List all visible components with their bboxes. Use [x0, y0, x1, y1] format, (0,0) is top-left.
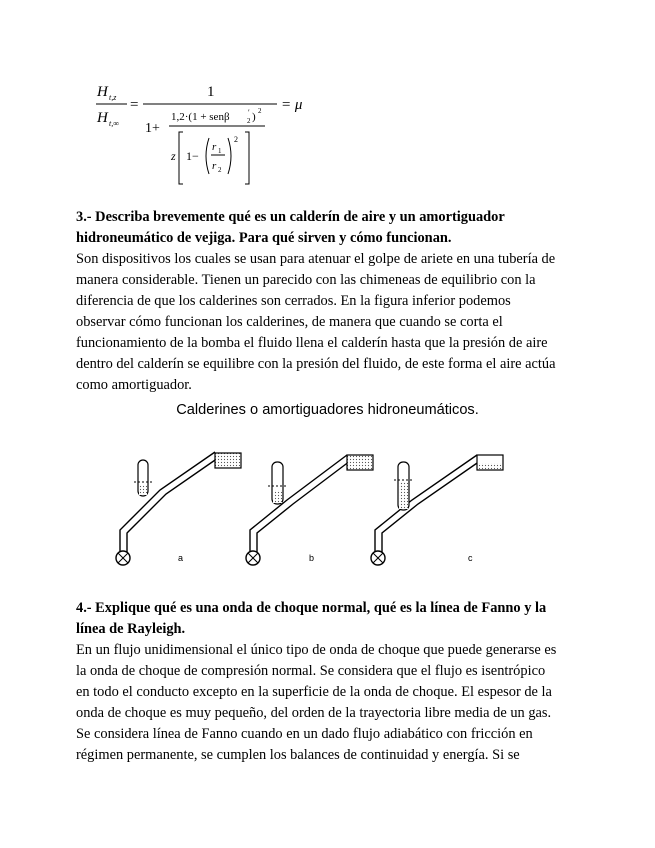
r2: r	[212, 160, 217, 172]
section4-body-line: la onda de choque de compresión normal. Se considera que el flujo es isentrópico	[76, 663, 546, 679]
section3-body-line: observar cómo funcionan los calderines, de manera que cuando se corta el	[76, 314, 503, 330]
diagram-c	[371, 455, 503, 565]
formula-lhs	[96, 84, 127, 128]
equals-sign: =	[130, 97, 139, 113]
bracket-one-minus: 1−	[186, 149, 199, 163]
beta-prime: ′	[248, 108, 250, 117]
lhs-numerator: H	[97, 84, 108, 100]
lhs-denominator-sub: t,∞	[109, 119, 119, 128]
numerator-one: 1	[207, 84, 215, 100]
diagram-b	[246, 455, 373, 565]
section4-body-line: En un flujo unidimensional el único tipo de onda de choque que puede generarse es	[76, 642, 557, 658]
section3-body-line: manera considerable. Tienen un parecido con las chimeneas de equilibrio con la	[76, 272, 536, 288]
section4-title-line1: 4.- Explique qué es una onda de choque normal, qué es la línea de Fanno y la	[76, 600, 547, 616]
section4-body-line: onda de choque es muy pequeño, del orden de la trayectoria libre media de un gas.	[76, 705, 552, 721]
section3-body-line: Son dispositivos los cuales se usan para atenuar el golpe de ariete en una tubería de	[76, 251, 556, 267]
diagram-a	[116, 452, 241, 565]
section4-body-line: régimen permanente, se cumplen los balances de continuidad y energía. Si se	[76, 747, 520, 763]
lhs-numerator-sub: t,z	[109, 93, 117, 102]
section3-body-line: dentro del calderín se equilibre con la presión del fluido, de este forma el aire actúa	[76, 356, 556, 372]
bracket-power-two: 2	[234, 135, 238, 144]
inner-numerator: 1,2·(1 + senβ	[171, 111, 230, 123]
section3-body-line: diferencia de que los calderines son cerrados. En la figura inferior podemos	[76, 293, 511, 309]
section3-body-line: funcionamiento de la bomba el fluido llena el calderín hasta que la presión de aire	[76, 335, 548, 351]
r1-sub: 1	[218, 147, 222, 155]
section3-title-line2: hidroneumático de vejiga. Para qué sirven y cómo funcionan.	[76, 230, 452, 246]
section3-body-line: como amortiguador.	[76, 377, 192, 393]
lhs-denominator: H	[97, 110, 108, 126]
r1: r	[212, 141, 217, 153]
efficiency-formula	[95, 74, 325, 192]
power-two: 2	[258, 107, 262, 115]
z-label: z	[171, 149, 176, 163]
equals-mu: = μ	[281, 97, 303, 113]
beta-sub: 2	[247, 117, 251, 125]
section4-body-line: Se considera línea de Fanno cuando en un dado flujo adiabático con fricción en	[76, 726, 533, 742]
left-bracket	[179, 132, 183, 184]
section4-body-line: en todo el conducto excepto en la superficie de la onda de choque. El espesor de la	[76, 684, 552, 700]
r2-sub: 2	[218, 166, 222, 174]
diagram-label-a: a	[178, 553, 184, 563]
reservoir-a	[215, 453, 241, 468]
section3-title-line1: 3.- Describa brevemente qué es un calderín de aire y un amortiguador	[76, 209, 505, 225]
right-bracket	[245, 132, 249, 184]
figure-caption: Calderines o amortiguadores hidroneumáticos.	[176, 402, 479, 418]
inner-numerator-close: )	[252, 111, 256, 123]
diagram-label-c: c	[468, 553, 473, 563]
reservoir-b	[347, 455, 373, 470]
one-plus: 1+	[145, 121, 160, 136]
left-paren	[206, 138, 209, 174]
diagram-label-b: b	[309, 553, 315, 563]
air-chamber-figure	[100, 440, 520, 580]
right-paren	[228, 138, 231, 174]
section4-title-line2: línea de Rayleigh.	[76, 621, 186, 637]
